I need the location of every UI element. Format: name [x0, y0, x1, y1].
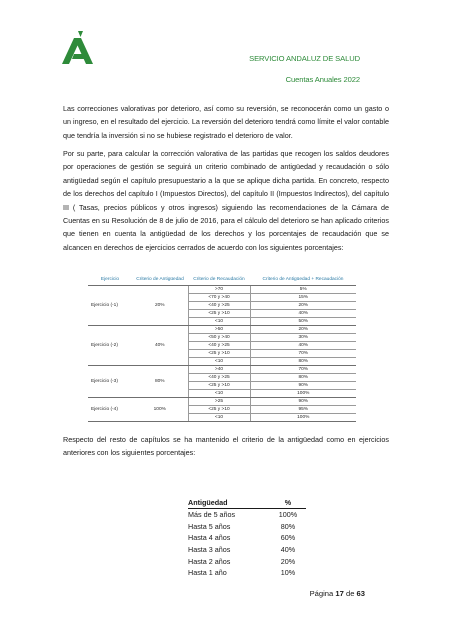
percentage-cell: 10%	[280, 568, 296, 578]
recaudacion-cell: <25 y >10	[188, 381, 250, 389]
percentage-cell: 70%	[250, 365, 356, 373]
recaudacion-cell: >70	[188, 285, 250, 293]
paragraph-deterioro: Las correcciones valorativas por deterioro, así como su reversión, se reconocerán como un gasto o un ingreso, en el resultado del ejercicio. La reversión del deterioro tendrá como límite el valor contable que tendría la inversión si no se hubiese registrado el deterioro de valor.	[63, 104, 389, 140]
recaudacion-cell: >50	[188, 325, 250, 333]
recaudacion-cell: <10	[188, 413, 250, 421]
criteria-table	[88, 275, 356, 422]
recaudacion-cell: <50 y >40	[188, 333, 250, 341]
antiguedad-cell: Hasta 2 años	[188, 556, 231, 566]
antiguedad-cell: 20%	[132, 285, 188, 325]
table-row	[188, 544, 306, 556]
recaudacion-cell: >25	[188, 397, 250, 405]
recaudacion-cell: <40 y >25	[188, 341, 250, 349]
paragraph-resto-capitulos: Respecto del resto de capítulos se ha mantenido el criterio de la antigüedad como en ejercicios anteriores con los siguientes porcentajes:	[63, 435, 389, 458]
ejercicio-cell: Ejercicio (-4)	[88, 397, 132, 421]
column-header-antiguedad: Antigüedad	[188, 497, 270, 509]
percentage-cell: 95%	[250, 405, 356, 413]
antiguedad-cell: Hasta 3 años	[188, 545, 231, 555]
antiguedad-cell: Hasta 4 años	[188, 533, 231, 543]
percentage-cell: 40%	[280, 545, 296, 555]
percentage-cell: 40%	[250, 309, 356, 317]
recaudacion-cell: <25 y >10	[188, 349, 250, 357]
criteria-table-header	[88, 275, 356, 285]
table-row	[188, 555, 306, 567]
table-row	[88, 397, 356, 405]
antiguedad-cell: 100%	[132, 397, 188, 421]
recaudacion-cell: <10	[188, 357, 250, 365]
header-document-title: Cuentas Anuales 2022	[285, 75, 360, 84]
recaudacion-cell: <40 y >25	[188, 373, 250, 381]
ejercicio-cell: Ejercicio (-1)	[88, 285, 132, 325]
recaudacion-cell: <70 y >40	[188, 293, 250, 301]
percentage-cell: 40%	[250, 341, 356, 349]
total-pages: 63	[356, 589, 365, 598]
percentage-cell: 20%	[280, 556, 296, 566]
column-header: Ejercicio	[88, 275, 132, 285]
page-number: 17	[335, 589, 344, 598]
ejercicio-cell: Ejercicio (-3)	[88, 365, 132, 397]
recaudacion-cell: >40	[188, 365, 250, 373]
antiguedad-cell: 40%	[132, 325, 188, 365]
percentage-cell: 20%	[250, 301, 356, 309]
antiguedad-cell: Hasta 1 año	[188, 568, 227, 578]
percentage-cell: 90%	[250, 397, 356, 405]
recaudacion-cell: <25 y >10	[188, 309, 250, 317]
percentage-cell: 70%	[250, 349, 356, 357]
recaudacion-cell: <25 y >10	[188, 405, 250, 413]
recaudacion-cell: <10	[188, 389, 250, 397]
percentage-cell: 100%	[250, 389, 356, 397]
page-footer	[310, 589, 365, 598]
recaudacion-cell: <40 y >25	[188, 301, 250, 309]
junta-de-andalucia-logo-icon	[60, 30, 100, 66]
table-row	[188, 532, 306, 544]
percentage-cell: 80%	[280, 521, 296, 531]
page-label: Página	[309, 589, 334, 598]
percentage-cell: 50%	[250, 317, 356, 325]
table-row	[188, 509, 306, 521]
antiguedad-cell: Hasta 5 años	[188, 521, 231, 531]
header-organization: SERVICIO ANDALUZ DE SALUD	[249, 54, 360, 63]
table-row	[88, 325, 356, 333]
age-percentage-table	[188, 497, 306, 579]
percentage-cell: 100%	[250, 413, 356, 421]
percentage-cell: 60%	[280, 533, 296, 543]
table-row	[88, 285, 356, 293]
percentage-cell: 5%	[250, 285, 356, 293]
table-row	[188, 521, 306, 533]
paragraph-criterio-combinado: Por su parte, para calcular la corrección valorativa de las partidas que recogen los saldos deudores por operaciones de gestión se seguirá un criterio combinado de antigüedad y recaudación o sólo antigüedad según el capítulo presupuestario a la que se aplique dicha partida. En concreto, respecto de los derechos del capítulo I (Impuestos Directos), del capítulo II (Impuestos Indirectos), del capítulo III ( Tasas, precios públicos y otros ingresos) siguiendo las recomendaciones de la Cámara de Cuentas en su Resolución de 8 de julio de 2016, para el cálculo del deterioro se han aplicado criterios que tienen en cuenta la antigüedad de los derechos y los porcentajes de recaudación que se alcancen en derechos de ejercicios cerrados de acuerdo con los siguientes porcentajes:	[63, 149, 389, 252]
age-table-body	[188, 509, 306, 579]
percentage-cell: 90%	[250, 381, 356, 389]
column-header: Criterio de Antigüedad	[132, 275, 188, 285]
column-header: Criterio de Recaudación	[188, 275, 250, 285]
percentage-cell: 100%	[278, 510, 298, 520]
table-row	[188, 567, 306, 579]
criteria-table-body	[88, 285, 356, 421]
column-header: Criterio de Antigüedad + Recaudación	[250, 275, 356, 285]
recaudacion-cell: <10	[188, 317, 250, 325]
percentage-cell: 30%	[250, 333, 356, 341]
percentage-cell: 80%	[250, 357, 356, 365]
antiguedad-cell: Más de 5 años	[188, 510, 236, 520]
antiguedad-cell: 80%	[132, 365, 188, 397]
column-header-percent: %	[270, 497, 306, 509]
table-row	[88, 365, 356, 373]
percentage-cell: 15%	[250, 293, 356, 301]
ejercicio-cell: Ejercicio (-2)	[88, 325, 132, 365]
of-label: de	[345, 589, 355, 598]
percentage-cell: 20%	[250, 325, 356, 333]
percentage-cell: 80%	[250, 373, 356, 381]
age-table-header	[188, 497, 306, 509]
